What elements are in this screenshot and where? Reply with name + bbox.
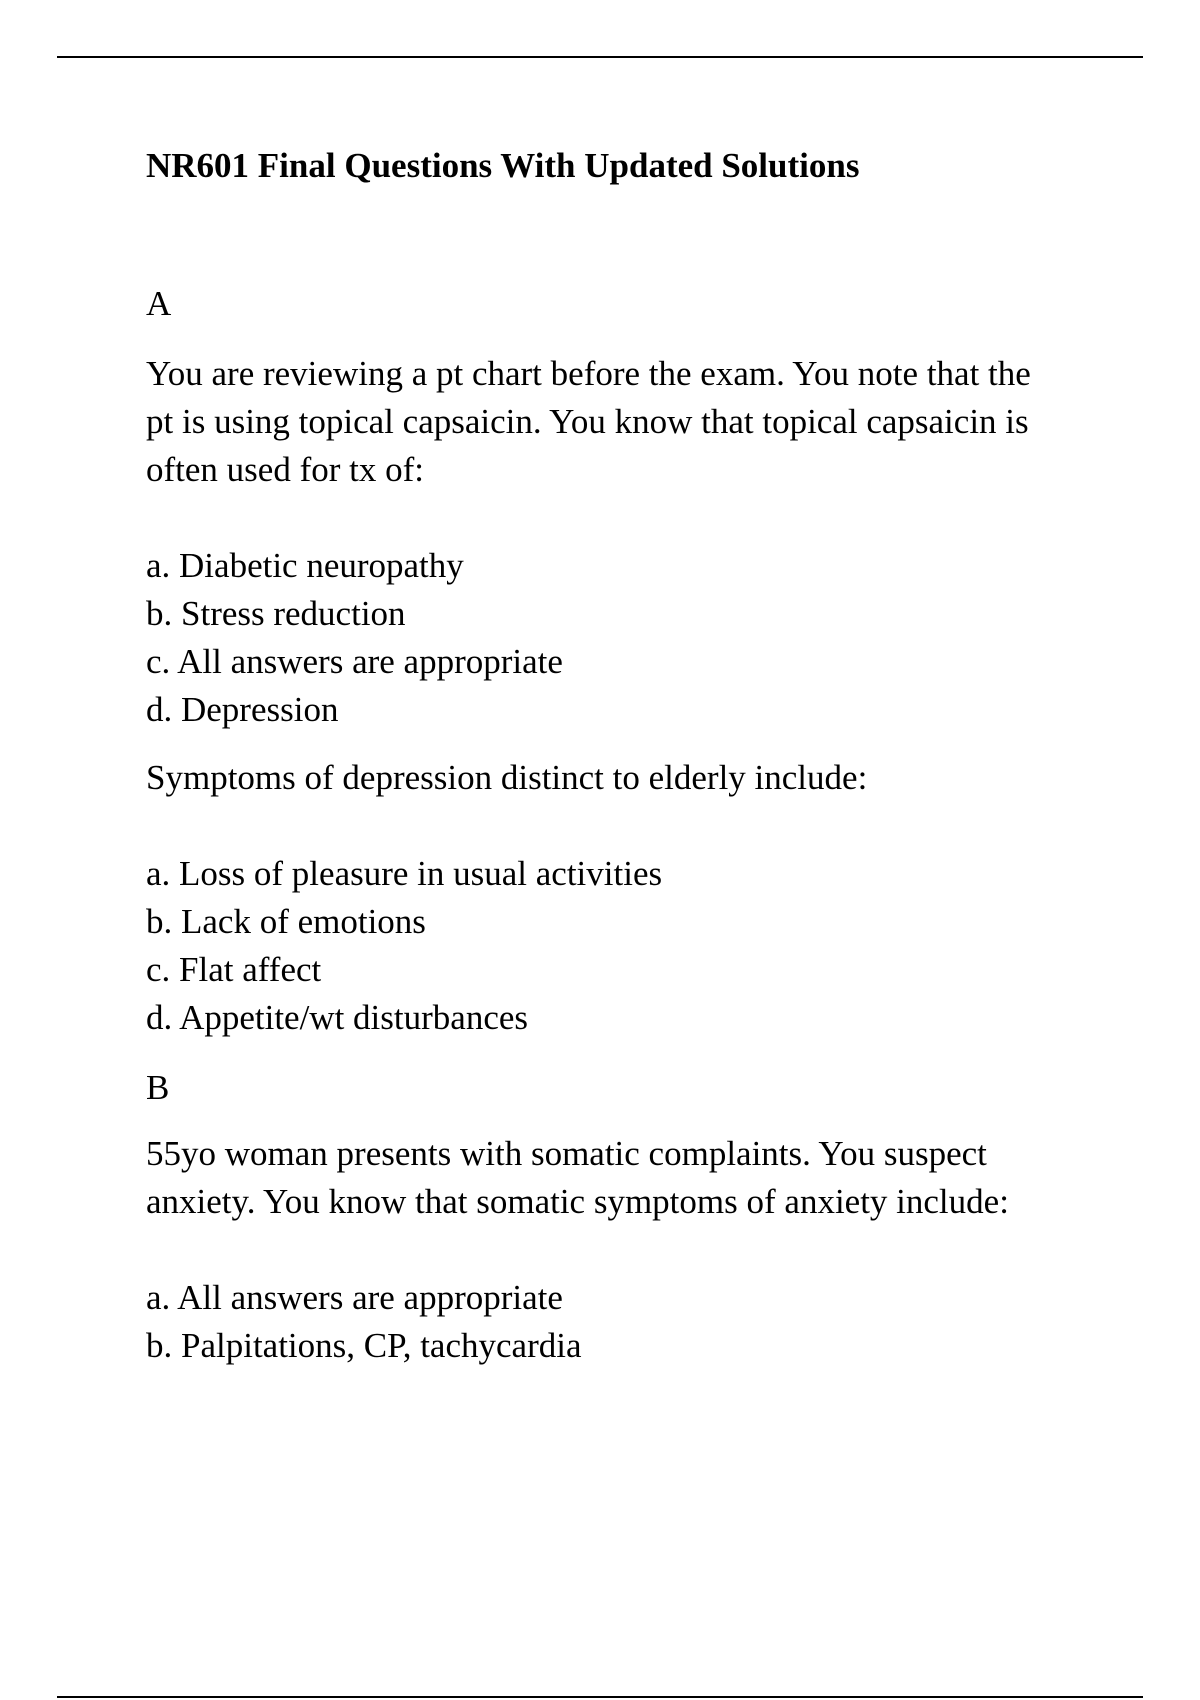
question-line: pt is using topical capsaicin. You know that topical capsaicin is (146, 402, 1029, 441)
question-line: You are reviewing a pt chart before the exam. You note that the (146, 354, 1031, 393)
option-item: d. Appetite/wt disturbances (146, 998, 529, 1037)
answer-text: B (146, 1068, 170, 1107)
answer-label-1 (146, 280, 1086, 328)
answer-label-2 (146, 1064, 1086, 1112)
option-item: a. Loss of pleasure in usual activities (146, 854, 663, 893)
top-rule (57, 56, 1143, 58)
option-item: d. Depression (146, 690, 339, 729)
question-1-options (146, 542, 1086, 734)
option-item: b. Stress reduction (146, 594, 406, 633)
option-item: c. All answers are appropriate (146, 642, 563, 681)
question-line: often used for tx of: (146, 450, 424, 489)
bottom-rule (57, 1696, 1143, 1698)
question-line: anxiety. You know that somatic symptoms of anxiety include: (146, 1182, 1009, 1221)
option-item: a. All answers are appropriate (146, 1278, 563, 1317)
question-2-text (146, 754, 1086, 802)
question-line: 55yo woman presents with somatic complaints. You suspect (146, 1134, 987, 1173)
question-line: Symptoms of depression distinct to elderly include: (146, 758, 868, 797)
answer-text: A (146, 284, 172, 323)
question-1-text (146, 350, 1086, 494)
option-item: c. Flat affect (146, 950, 322, 989)
option-item: b. Lack of emotions (146, 902, 426, 941)
question-3-text (146, 1130, 1086, 1226)
question-2-options (146, 850, 1086, 1042)
option-item: a. Diabetic neuropathy (146, 546, 464, 585)
option-item: b. Palpitations, CP, tachycardia (146, 1326, 582, 1365)
question-3-options (146, 1274, 1086, 1370)
document-title: NR601 Final Questions With Updated Solutions (146, 146, 860, 185)
